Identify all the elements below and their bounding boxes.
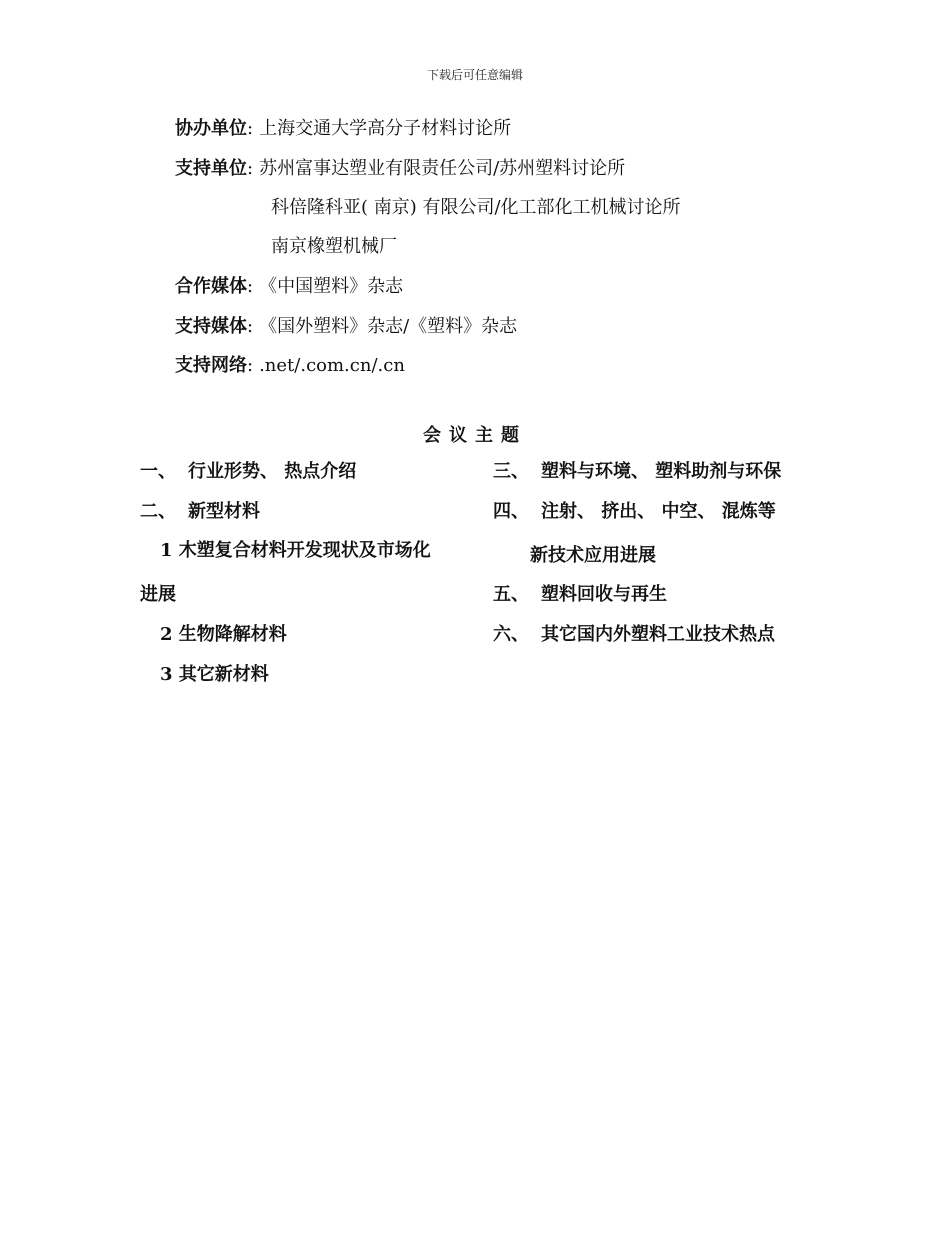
info-colon: : (247, 316, 254, 337)
topic-item-4 (493, 500, 776, 524)
subtopic-wood-plastic-continued: 进展 (140, 584, 176, 605)
topic-number: 三、 (493, 461, 529, 482)
topic-item-2 (140, 500, 260, 524)
topic-text: 塑料与环境、 塑料助剂与环保 (541, 461, 782, 482)
topic-item-5 (493, 583, 667, 607)
topic-number: 二、 (140, 501, 176, 522)
info-supporter-continued-2: 南京橡塑机械厂 (271, 236, 397, 257)
info-colon: : (247, 118, 254, 139)
info-colon: : (247, 276, 254, 297)
topic-number: 五、 (493, 584, 529, 605)
page-header-note: 下载后可任意编辑 (426, 68, 523, 82)
info-colon: : (247, 355, 254, 376)
info-row-supporter (175, 157, 625, 181)
topic-text: 行业形势、 热点介绍 (188, 461, 357, 482)
info-label: 支持单位 (175, 158, 247, 179)
info-label: 支持媒体 (175, 316, 247, 337)
info-value: 上海交通大学高分子材料讨论所 (259, 118, 512, 139)
topic-item-1 (140, 460, 356, 484)
topic-number: 一、 (140, 461, 176, 482)
topic-item-4-continued: 新技术应用进展 (530, 545, 656, 566)
topic-text: 塑料回收与再生 (541, 584, 667, 605)
topic-item-6 (493, 623, 775, 647)
topic-text: 注射、 挤出、 中空、 混炼等 (541, 501, 776, 522)
info-label: 支持网络 (175, 355, 247, 376)
info-value: 苏州富事达塑业有限责任公司/苏州塑料讨论所 (259, 158, 626, 179)
info-value: .net/.com.cn/.cn (259, 355, 405, 376)
info-value: 《国外塑料》杂志/《塑料》杂志 (259, 316, 518, 337)
topic-item-3 (493, 460, 781, 484)
info-colon: : (247, 158, 254, 179)
info-row-support-media (175, 315, 517, 339)
topic-number: 六、 (493, 624, 529, 645)
topic-number: 四、 (493, 501, 529, 522)
info-label: 协办单位 (175, 118, 247, 139)
section-title: 会议主题 (423, 425, 527, 446)
info-row-partner-media (175, 275, 403, 299)
topic-text: 新型材料 (188, 501, 260, 522)
info-value: 《中国塑料》杂志 (259, 276, 404, 297)
info-row-co-organizer (175, 117, 511, 141)
info-supporter-continued-1: 科倍隆科亚( 南京) 有限公司/化工部化工机械讨论所 (271, 197, 681, 218)
subtopic-wood-plastic: 1 木塑复合材料开发现状及市场化 (160, 540, 431, 561)
topic-text: 其它国内外塑料工业技术热点 (541, 624, 775, 645)
info-label: 合作媒体 (175, 276, 247, 297)
subtopic-other-materials: 3 其它新材料 (160, 664, 269, 685)
subtopic-biodegradable: 2 生物降解材料 (160, 624, 287, 645)
info-row-support-network (175, 354, 405, 378)
